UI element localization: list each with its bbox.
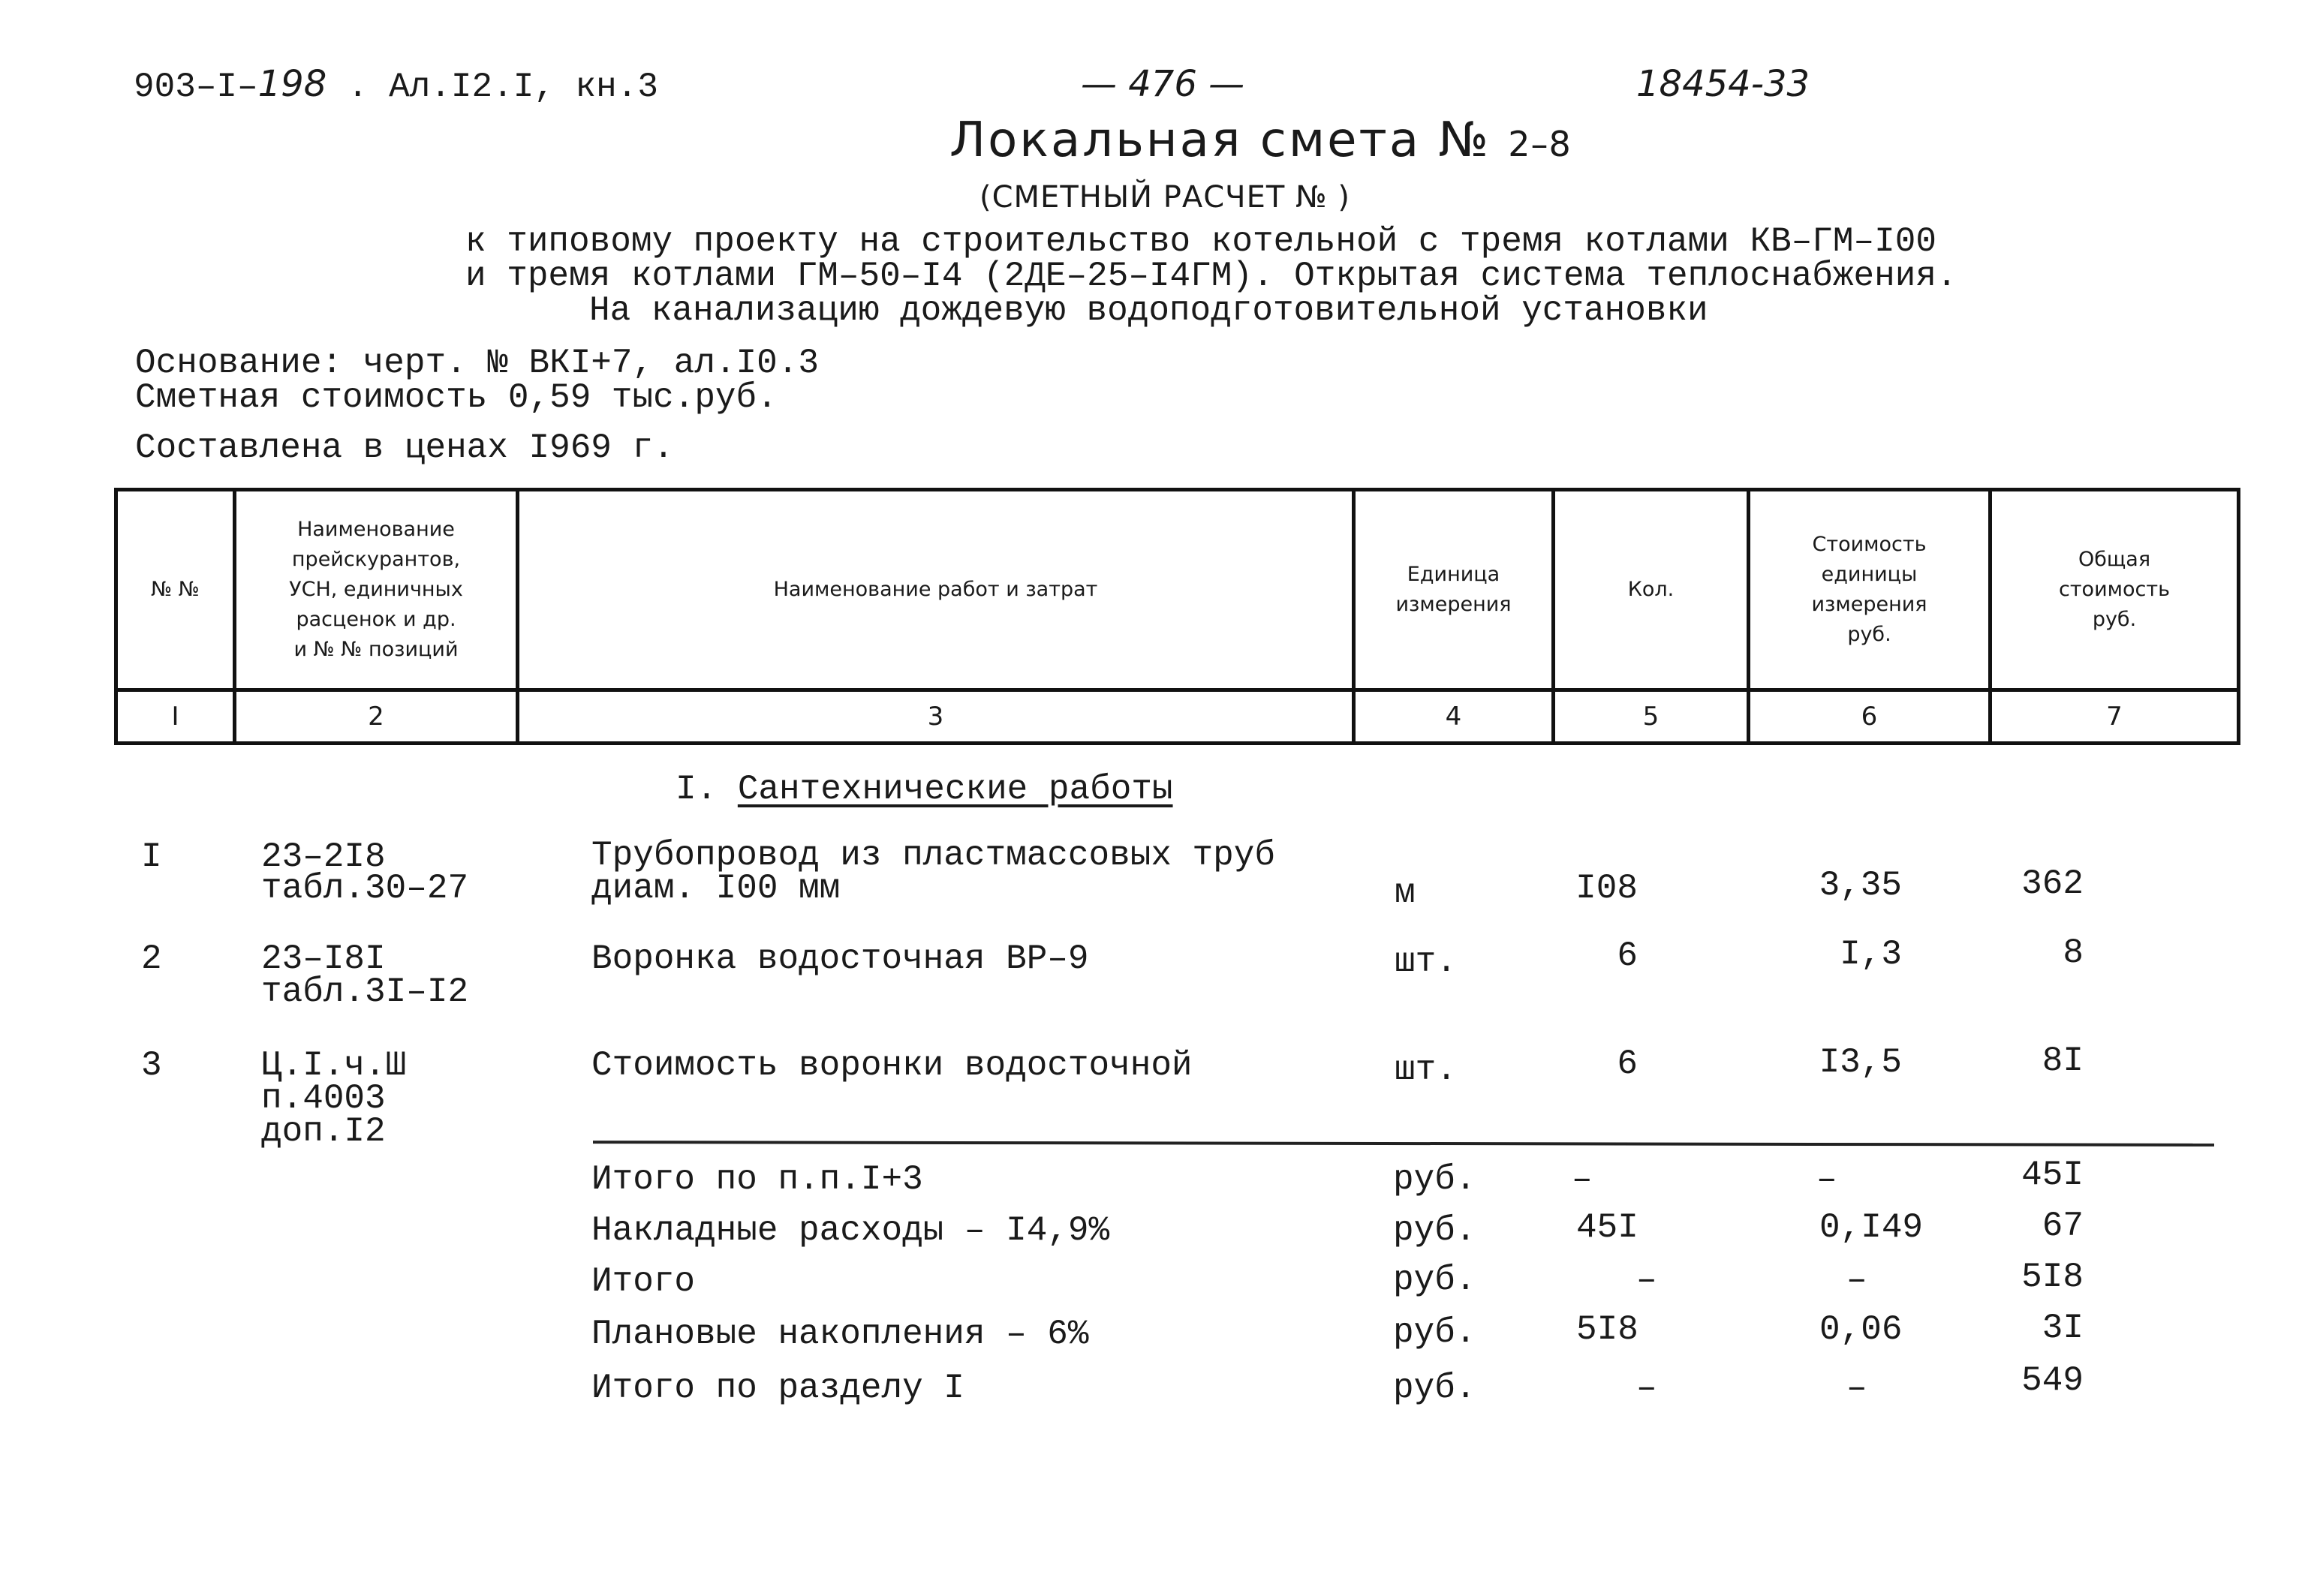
row-reference: табл.30–27 [261,869,469,908]
row-reference: п.4003 [261,1079,386,1118]
document-code-prefix: 903–I– [134,68,258,107]
row-unit: м [1395,873,1416,912]
header-col-unit: Единица измерения [1354,490,1554,690]
totals-unit: руб. [1393,1160,1476,1199]
header-col-unit-cost: Стоимость единицы измерения руб. [1749,490,1991,690]
description-line-2: и тремя котлами ГМ–50–I4 (2ДЕ–25–I4ГМ). Открытая система теплоснабжения. [465,257,1957,296]
totals-quantity: – [1636,1261,1657,1300]
header-col-work-name: Наименование работ и затрат [518,490,1354,690]
description-line-3: На канализацию дождевую водоподготовительной установки [589,291,1708,330]
row-unit: шт. [1395,1050,1457,1090]
column-number: 7 [1991,690,2239,744]
column-number: 5 [1554,690,1749,744]
totals-label: Итого по разделу I [591,1369,964,1408]
header-col-number: № № [116,490,235,690]
totals-unit: руб. [1393,1369,1476,1408]
row-quantity: I08 [1575,869,1638,908]
totals-quantity: – [1636,1369,1657,1408]
totals-label: Плановые накопления – 6% [591,1315,1089,1354]
page-title-text: Локальная смета № [949,113,1491,168]
totals-unit-cost: 0,06 [1819,1310,1903,1349]
section-number: I. [676,770,718,809]
column-number: I [116,690,235,744]
row-total-cost: 8 [2063,933,2084,972]
estimate-number: 2–8 [1508,124,1572,164]
totals-unit-cost: – [1846,1369,1867,1408]
totals-label: Накладные расходы – I4,9% [591,1211,1110,1250]
totals-quantity: – [1572,1160,1593,1199]
column-number: 6 [1749,690,1991,744]
page-title [949,113,1572,168]
header-col-quantity: Кол. [1554,490,1749,690]
row-unit-cost: I3,5 [1819,1043,1902,1082]
row-work-name: Воронка водосточная ВР–9 [591,939,1089,978]
estimate-table-header [114,488,2240,745]
row-work-name: диам. I00 мм [591,869,841,908]
totals-total: 5I8 [2021,1258,2084,1297]
page-subtitle: (СМЕТНЫЙ РАСЧЕТ № ) [979,180,1350,215]
header-col-total-cost: Общая стоимость руб. [1991,490,2239,690]
row-reference: табл.3I–I2 [261,972,469,1011]
section-title: Сантехнические работы [737,770,1173,809]
row-total-cost: 362 [2021,864,2084,903]
totals-unit-cost: – [1846,1261,1867,1300]
row-quantity: 6 [1617,936,1638,975]
estimated-cost: Сметная стоимость 0,59 тыс.руб. [135,378,778,417]
document-code-handwritten: 198 [257,63,327,105]
row-reference: доп.I2 [261,1112,386,1151]
row-unit-cost: 3,35 [1819,866,1902,905]
row-number: 2 [141,939,162,978]
price-basis: Составлена в ценах I969 г. [135,428,674,467]
row-total-cost: 8I [2042,1041,2084,1081]
totals-total: 45I [2021,1156,2084,1195]
totals-total: 3I [2042,1309,2084,1348]
totals-unit: руб. [1393,1211,1476,1250]
column-number: 2 [235,690,518,744]
row-work-name: Трубопровод из пластмассовых труб [591,836,1275,875]
basis-drawing: Основание: черт. № ВКI+7, ал.I0.3 [135,344,819,383]
totals-label: Итого по п.п.I+3 [591,1160,923,1199]
archive-number: 18454-33 [1636,63,1810,105]
header-col-reference: Наименование прейскурантов, УСН, единичных расценок и др. и № № позиций [235,490,518,690]
totals-label: Итого [591,1262,696,1301]
totals-unit: руб. [1393,1313,1476,1352]
row-reference: 23–I8I [261,939,386,978]
section-heading [676,771,1173,807]
row-number: I [141,837,162,876]
row-number: 3 [141,1046,162,1085]
totals-unit-cost: 0,I49 [1819,1208,1924,1247]
document-code-suffix: . Ал.I2.I, кн.3 [347,68,658,107]
row-reference: 23–2I8 [261,837,386,876]
totals-unit-cost: – [1816,1160,1837,1199]
totals-quantity: 5I8 [1576,1310,1638,1349]
row-quantity: 6 [1617,1044,1638,1084]
totals-quantity: 45I [1576,1208,1638,1247]
document-code [134,63,658,107]
column-number: 4 [1354,690,1554,744]
row-unit-cost: I,3 [1840,935,1902,974]
totals-divider [593,1141,2214,1147]
totals-total: 549 [2021,1361,2084,1400]
totals-total: 67 [2042,1207,2084,1246]
row-work-name: Стоимость воронки водосточной [591,1046,1193,1085]
description-line-1: к типовому проекту на строительство котельной с тремя котлами КВ–ГМ–I00 [465,222,1936,261]
row-unit: шт. [1395,942,1457,981]
row-reference: Ц.I.ч.Ш [261,1046,407,1085]
page-number: — 476 — [1081,63,1245,105]
totals-unit: руб. [1393,1261,1476,1300]
column-number: 3 [518,690,1354,744]
